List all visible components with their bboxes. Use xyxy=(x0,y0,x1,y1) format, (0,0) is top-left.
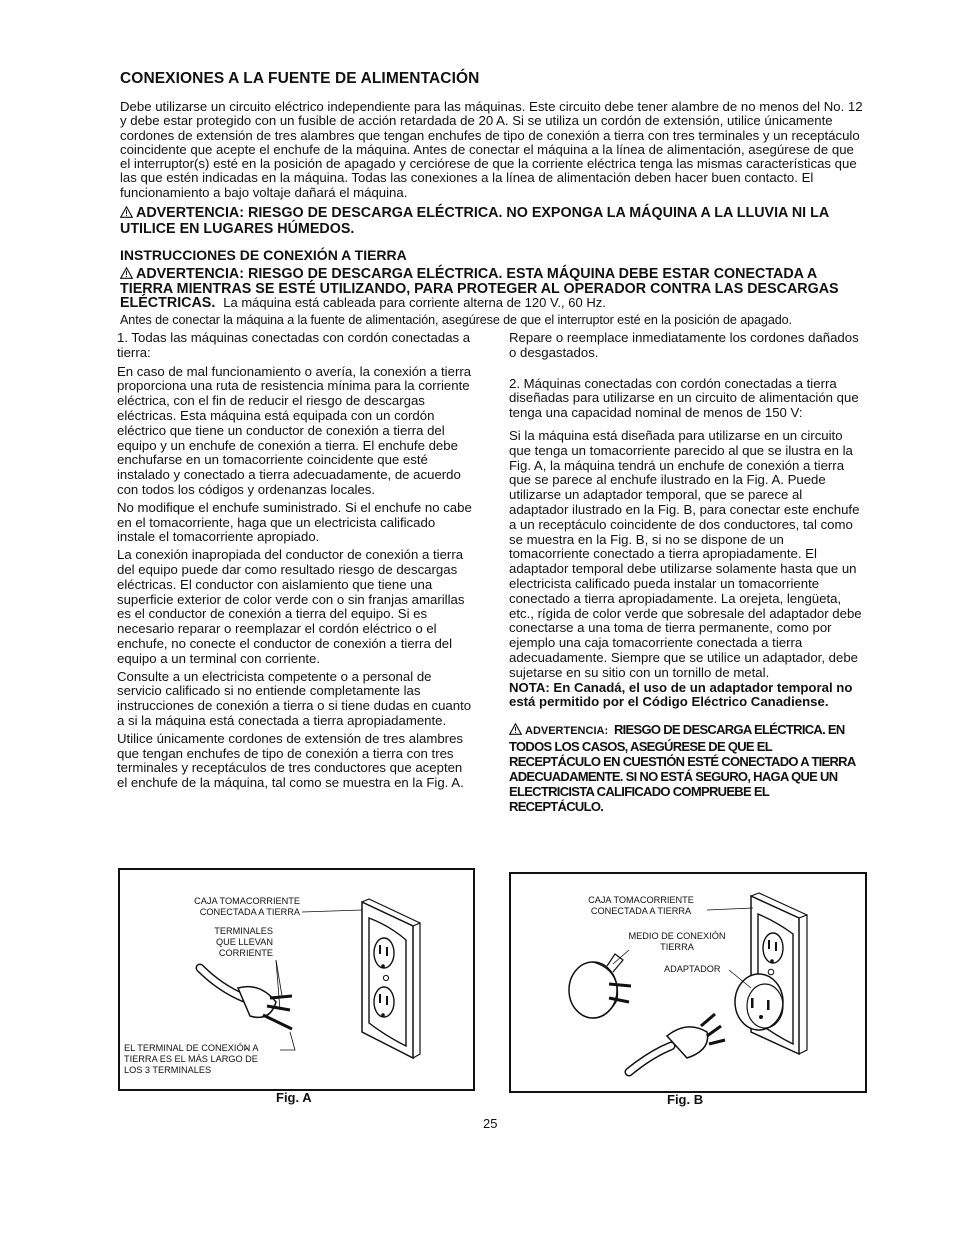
paragraph: En caso de mal funcionamiento o avería, la conexión a tierra proporciona una ruta de resistencia mínima para la corriente eléctrica, con el fin de reducir el riesgo de descargas eléctricas. Esta máquina está equipada con un cordón eléctrico que tiene un conductor de conexión a tierra del equipo y un enchufe de conexión a tierra. El enchufe debe enchufarse en un tomacorriente coincidente que esté instalado y conectado a tierra adecuadamente, de acuerdo con todos los códigos y ordenanzas locales. xyxy=(117,363,472,497)
label-ground-means: MEDIO DE CONEXIÓN TIERRA xyxy=(628,931,726,952)
canada-note: NOTA: En Canadá, el uso de un adaptador temporal no está permitido por el Código Eléctrico Canadiense. xyxy=(509,679,853,710)
label-receptacle-box: CAJA TOMACORRIENTE CONECTADA A TIERRA xyxy=(588,895,694,916)
figure-b xyxy=(509,872,867,1093)
paragraph: Consulte a un electricista competente o a personal de servicio calificado si no entiende completamente las instrucciones de conexión a tierra o si tiene dudas en cuanto a si la máquina está conectada a tierra apropiadamente. xyxy=(117,668,472,728)
warning-triangle-icon xyxy=(120,267,133,279)
warning-text: ADVERTENCIA: RIESGO DE DESCARGA ELÉCTRICA. NO EXPONGA LA MÁQUINA A LA LLUVIA NI LA UTILICE EN LUGARES HÚMEDOS. xyxy=(120,205,829,237)
warning-triangle-icon xyxy=(120,206,133,218)
paragraph: La conexión inapropiada del conductor de conexión a tierra del equipo puede dar como resultado riesgo de descargas eléctricas. El conductor con aislamiento que tiene una superficie exterior de color verde con o sin franjas amarillas es el conductor de conexión a tierra del equipo. Si es necesario reparar o reemplazar el cordón eléctrico o el enchufe, no conecte el conductor de conexión a tierra del equipo a un terminal con corriente. xyxy=(117,547,465,666)
intro-paragraph: Debe utilizarse un circuito eléctrico independiente para las máquinas. Este circuito debe tener alambre de no menos del No. 12 y debe estar protegido con un fusible de acción retardada de 20 A. Si se utiliza un cordón de extensión, utilice únicamente cordones de extensión de tres alambres que tengan enchufes de tipo de conexión a tierra con tres terminales y un receptáculo coincidente que acepte el enchufe de la máquina. Antes de conectar el máquina a la línea de alimentación, asegúrese de que el interruptor(s) esté en la posición de apagado y cerciórese de que la corriente eléctrica tenga las mismas características que las que estén indicadas en la máquina. Todas las conexiones a la línea de alimentación deben hacer buen contacto. El funcionamiento a bajo voltaje dañará el máquina. xyxy=(120,99,863,200)
paragraph: No modifique el enchufe suministrado. Si el enchufe no cabe en el tomacorriente, haga que un electricista calificado instale el tomacorriente apropiado. xyxy=(117,499,472,545)
right-column xyxy=(509,331,865,814)
page-number: 25 xyxy=(483,1116,498,1131)
warning-receptacle xyxy=(509,722,865,814)
paragraph: Repare o reemplace inmediatamente los cordones dañados o desgastados. xyxy=(509,330,859,360)
warning-grounding xyxy=(120,267,865,311)
paragraph: Utilice únicamente cordones de extensión de tres alambres que tengan enchufes de tipo de conexión a tierra con tres terminales y receptáculos de tres conductores que acepten el enchufe de la máquina, tal como se muestra en la Fig. A. xyxy=(117,730,464,791)
section-heading: CONEXIONES A LA FUENTE DE ALIMENTACIÓN xyxy=(120,70,480,87)
figure-a-caption: Fig. A xyxy=(276,1090,312,1105)
warning-triangle-icon xyxy=(509,723,522,735)
label-receptacle-box: CAJA TOMACORRIENTE CONECTADA A TIERRA xyxy=(194,896,300,917)
label-adapter: ADAPTADOR xyxy=(664,964,721,974)
warning-label: ADVERTENCIA: xyxy=(525,725,609,738)
warning-text: RIESGO DE DESCARGA ELÉCTRICA. EN TODOS LOS CASOS, ASEGÚRESE DE QUE EL RECEPTÁCULO EN CUESTIÓN ESTÉ CONECTADO A TIERRA ADECUADAMENTE. SI NO ESTÁ SEGURO, HAGA QUE UN ELECTRICISTA CALIFICADO COMPRUEBE EL RECEPTÁCULO. xyxy=(509,722,856,815)
voltage-note: La máquina está cableada para corriente alterna de 120 V., 60 Hz. xyxy=(223,295,606,311)
warning-text: ADVERTENCIA: RIESGO DE DESCARGA ELÉCTRICA. ESTA MÁQUINA DEBE ESTAR CONECTADA A TIERRA MIENTRAS SE ESTÉ UTILIZANDO, PARA PROTEGER AL OPERADOR CONTRA LAS DESCARGAS ELÉCTRICAS. xyxy=(120,266,839,312)
paragraph: Si la máquina está diseñada para utilizarse en un circuito que tenga un tomacorriente parecido al que se ilustra en la Fig. A, la máquina tendrá un enchufe de conexión a tierra que se parece al enchufe ilustrado en la Fig. A. Puede utilizarse un adaptador temporal, que se parece al adaptador ilustrado en la Fig. B, para conectar este enchufe a un receptáculo coincidente de dos conductores, tal como se muestra en la Fig. B, si no se dispone de un tomacorriente conectado a tierra apropiadamente. El adaptador temporal debe utilizarse solamente hasta que un electricista calificado pueda instalar un tomacorriente conectado a tierra apropiadamente. La orejeta, lengüeta, etc., rígida de color verde que sobresale del adaptador debe conectarse a una toma de tierra permanente, como por ejemplo una caja tomacorriente conectada a tierra adecuadamente. Siempre que se utilice un adaptador, debe sujetarse en su sitio con un tornillo de metal. xyxy=(509,427,862,680)
left-column xyxy=(117,331,473,794)
grounding-heading: INSTRUCCIONES DE CONEXIÓN A TIERRA xyxy=(120,247,407,263)
paragraph: 1. Todas las máquinas conectadas con cordón conectadas a tierra: xyxy=(117,330,471,360)
paragraph: 2. Máquinas conectadas con cordón conectadas a tierra diseñadas para utilizarse en un circuito de alimentación que tenga una capacidad nominal de menos de 150 V: xyxy=(509,375,859,421)
figure-b-caption: Fig. B xyxy=(667,1092,704,1107)
before-connect-note: Antes de conectar la máquina a la fuente de alimentación, asegúrese de que el interruptor esté en la posición de apagado. xyxy=(120,313,792,327)
label-live-terminals: TERMINALES QUE LLEVAN CORRIENTE xyxy=(214,926,273,958)
label-ground-terminal: EL TERMINAL DE CONEXIÓN A TIERRA ES EL MÁS LARGO DE LOS 3 TERMINALES xyxy=(124,1043,259,1075)
figure-a xyxy=(118,868,475,1091)
warning-wet-conditions xyxy=(120,206,865,237)
